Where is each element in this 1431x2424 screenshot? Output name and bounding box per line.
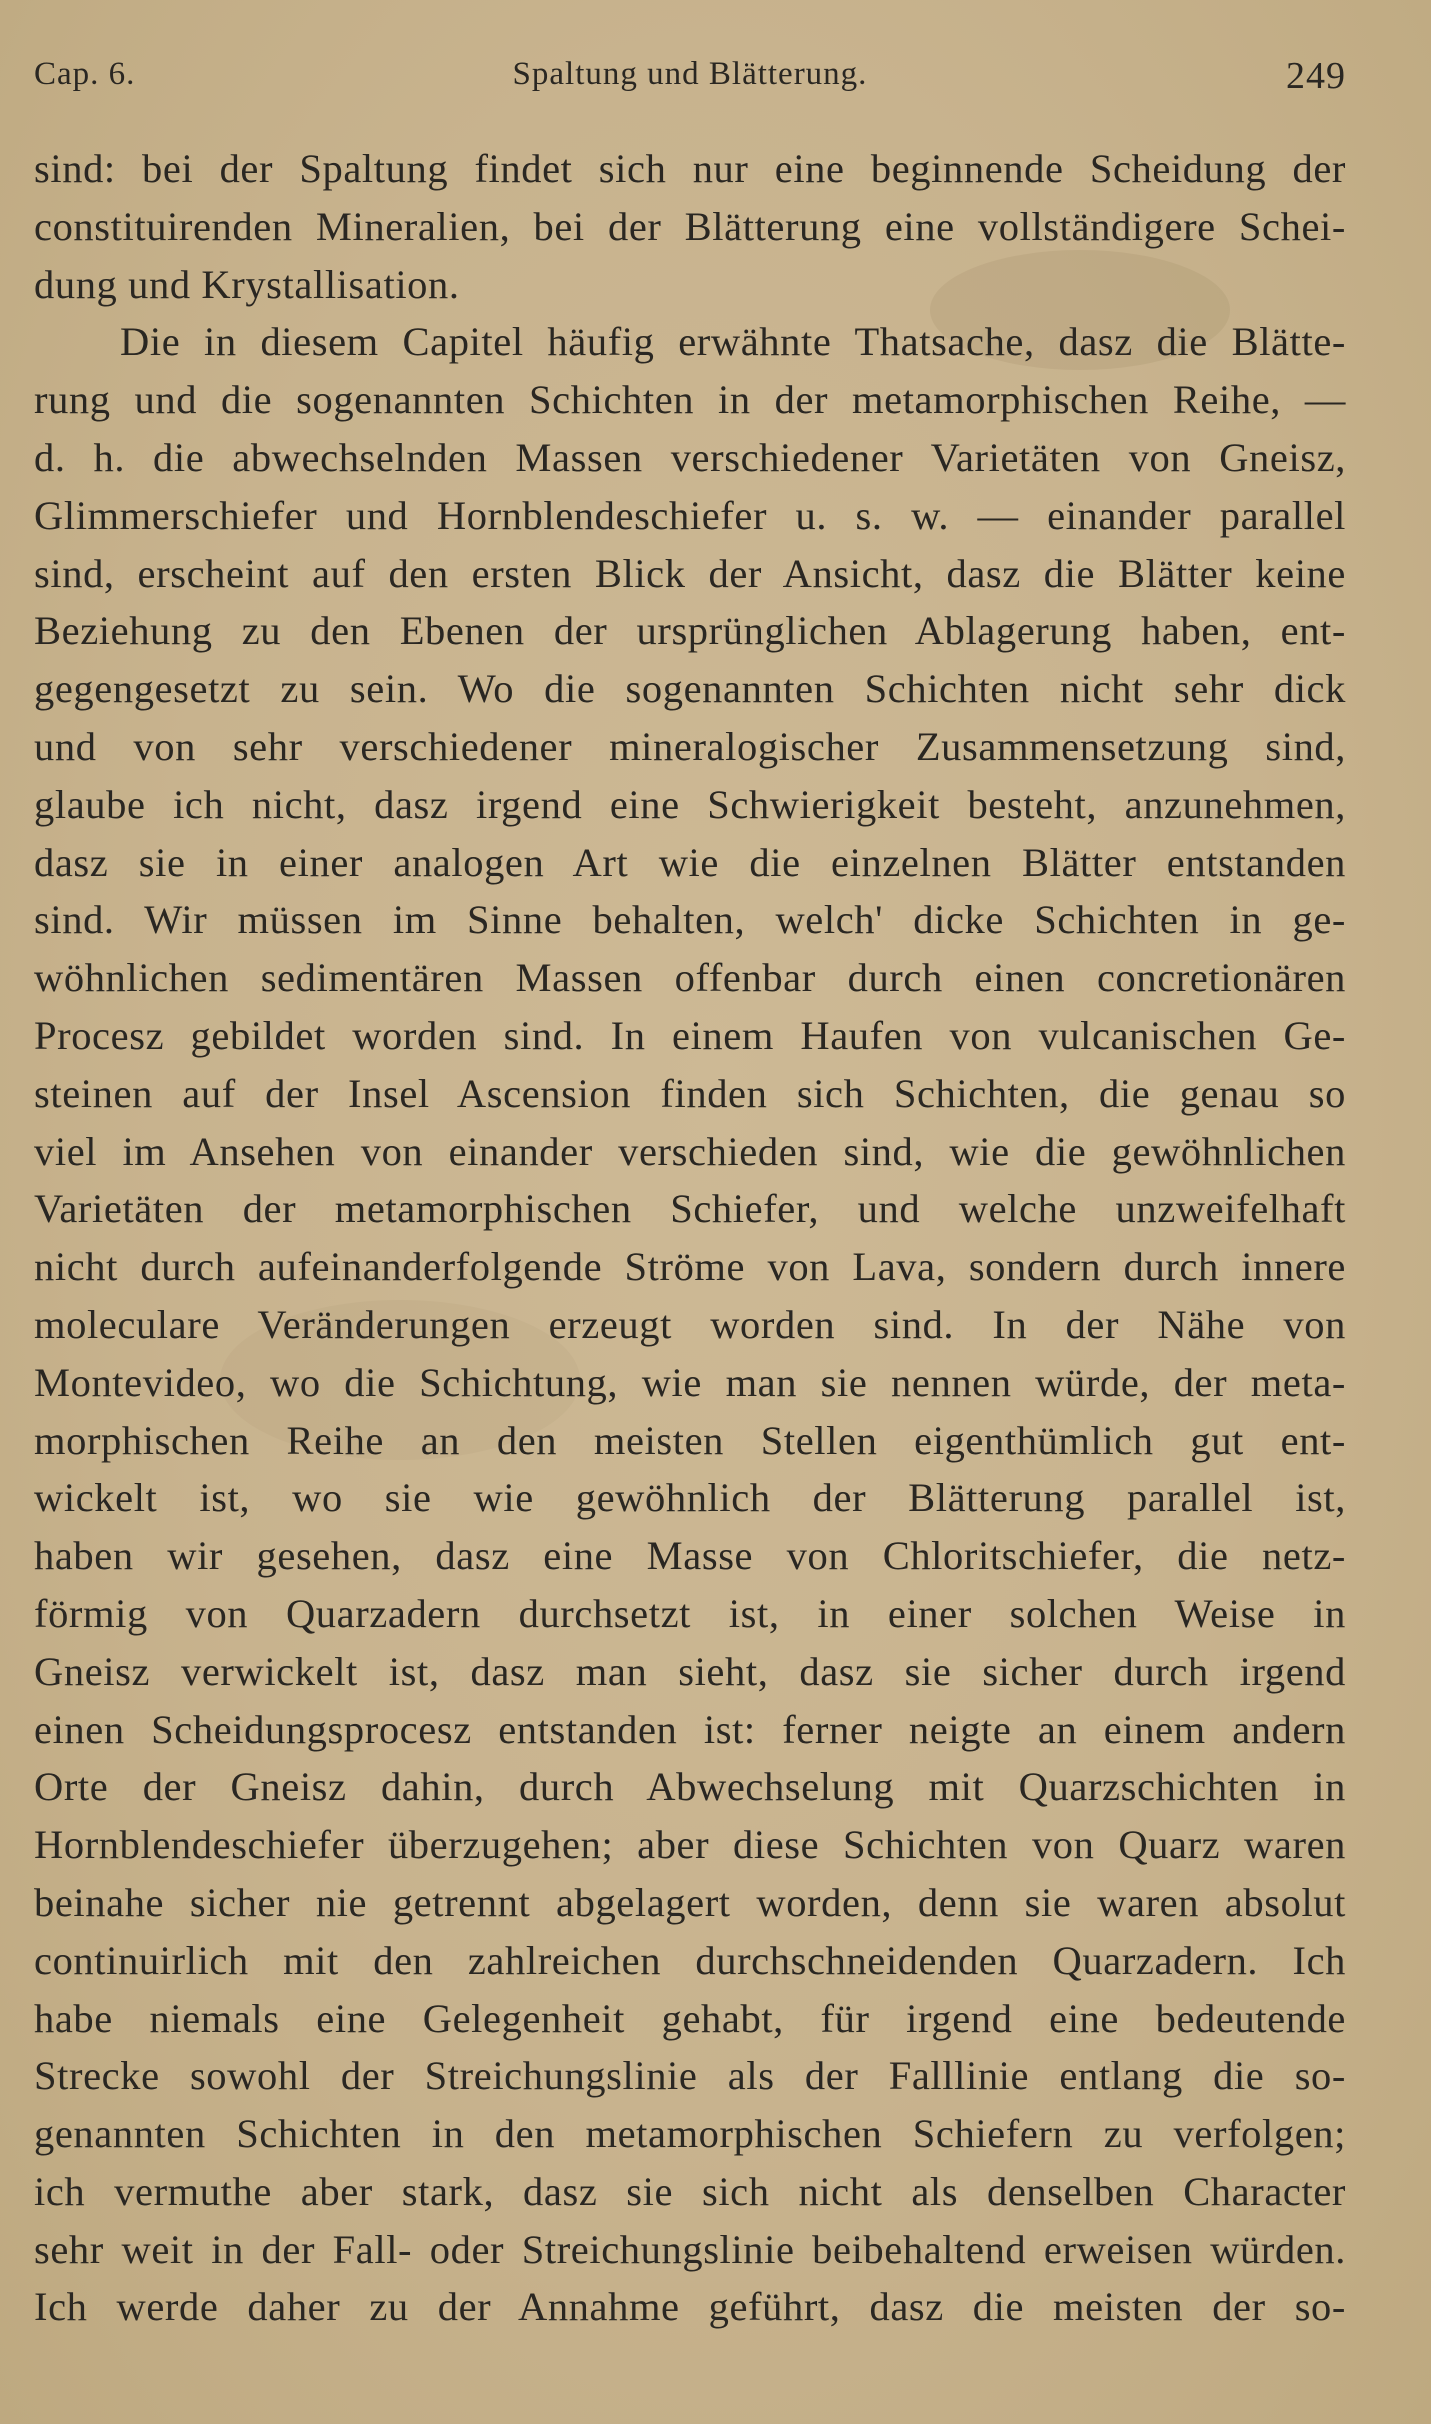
text-line: sind. Wir müssen im Sinne behalten, welch' dicke Schichten in ge- [34,897,1346,943]
text-line: Strecke sowohl der Streichungslinie als der Falllinie entlang die so- [34,2053,1346,2099]
text-line: Orte der Gneisz dahin, durch Abwechselung mit Quarzschichten in [34,1764,1346,1810]
text-line: d. h. die abwechselnden Massen verschiedener Varietäten von Gneisz, [34,434,1346,480]
text-line: habe niemals eine Gelegenheit gehabt, für irgend eine bedeutende [34,1995,1346,2041]
chapter-label: Cap. 6. [34,56,136,92]
text-line: Varietäten der metamorphischen Schiefer, und welche unzweifelhaft [34,1186,1346,1232]
page-number: 249 [1286,55,1346,97]
text-line: Die in diesem Capitel häufig erwähnte Thatsache, dasz die Blätte- [120,319,1346,365]
text-line: und von sehr verschiedener mineralogischer Zusammensetzung sind, [34,723,1346,769]
text-line: sind: bei der Spaltung findet sich nur eine beginnende Scheidung der [34,146,1346,191]
text-line: haben wir gesehen, dasz eine Masse von Chloritschiefer, die netz- [34,1533,1346,1579]
body-text [34,140,1346,2336]
text-line: wöhnlichen sedimentären Massen offenbar durch einen concretionären [34,955,1346,1001]
text-line: ich vermuthe aber stark, dasz sie sich nicht als denselben Character [34,2168,1346,2214]
running-title: Spaltung und Blätterung. [512,56,868,92]
text-line: sehr weit in der Fall- oder Streichungslinie beibehaltend erweisen würden. [34,2226,1346,2272]
text-line: nicht durch aufeinanderfolgende Ströme von Lava, sondern durch innere [34,1244,1346,1290]
text-line: Beziehung zu den Ebenen der ursprünglichen Ablagerung haben, ent- [34,608,1346,654]
text-line: steinen auf der Insel Ascension finden sich Schichten, die genau so [34,1070,1346,1116]
text-line: rung und die sogenannten Schichten in der metamorphischen Reihe, — [34,377,1346,423]
text-line: wickelt ist, wo sie wie gewöhnlich der Blätterung parallel ist, [34,1475,1346,1521]
text-line: Gneisz verwickelt ist, dasz man sieht, dasz sie sicher durch irgend [34,1648,1346,1694]
text-line: dung und Krystallisation. [34,261,460,307]
text-line: Hornblendeschiefer überzugehen; aber diese Schichten von Quarz waren [34,1822,1346,1868]
running-head [34,50,1346,110]
text-line: morphischen Reihe an den meisten Stellen eigenthümlich gut ent- [34,1417,1346,1463]
text-line: gegengesetzt zu sein. Wo die sogenannten Schichten nicht sehr dick [34,666,1346,712]
text-line: förmig von Quarzadern durchsetzt ist, in einer solchen Weise in [34,1590,1346,1636]
text-line: Glimmerschiefer und Hornblendeschiefer u. s. w. — einander parallel [34,492,1346,538]
text-line: dasz sie in einer analogen Art wie die einzelnen Blätter entstanden [34,839,1346,885]
text-line: glaube ich nicht, dasz irgend eine Schwierigkeit besteht, anzunehmen, [34,781,1346,827]
text-line: einen Scheidungsprocesz entstanden ist: ferner neigte an einem andern [34,1706,1346,1752]
text-line: genannten Schichten in den metamorphischen Schiefern zu verfolgen; [34,2111,1346,2157]
text-line: beinahe sicher nie getrennt abgelagert worden, denn sie waren absolut [34,1879,1346,1925]
text-line: continuirlich mit den zahlreichen durchschneidenden Quarzadern. Ich [34,1937,1346,1983]
text-line: Ich werde daher zu der Annahme geführt, dasz die meisten der so- [34,2284,1346,2330]
text-line: sind, erscheint auf den ersten Blick der Ansicht, dasz die Blätter keine [34,550,1346,596]
text-line: Procesz gebildet worden sind. In einem Haufen von vulcanischen Ge- [34,1012,1346,1058]
text-line: constituirenden Mineralien, bei der Blätterung eine vollständigere Schei- [34,203,1346,249]
text-line: Montevideo, wo die Schichtung, wie man sie nennen würde, der meta- [34,1359,1346,1405]
text-line: moleculare Veränderungen erzeugt worden sind. In der Nähe von [34,1301,1346,1347]
text-line: viel im Ansehen von einander verschieden sind, wie die gewöhnlichen [34,1128,1346,1174]
